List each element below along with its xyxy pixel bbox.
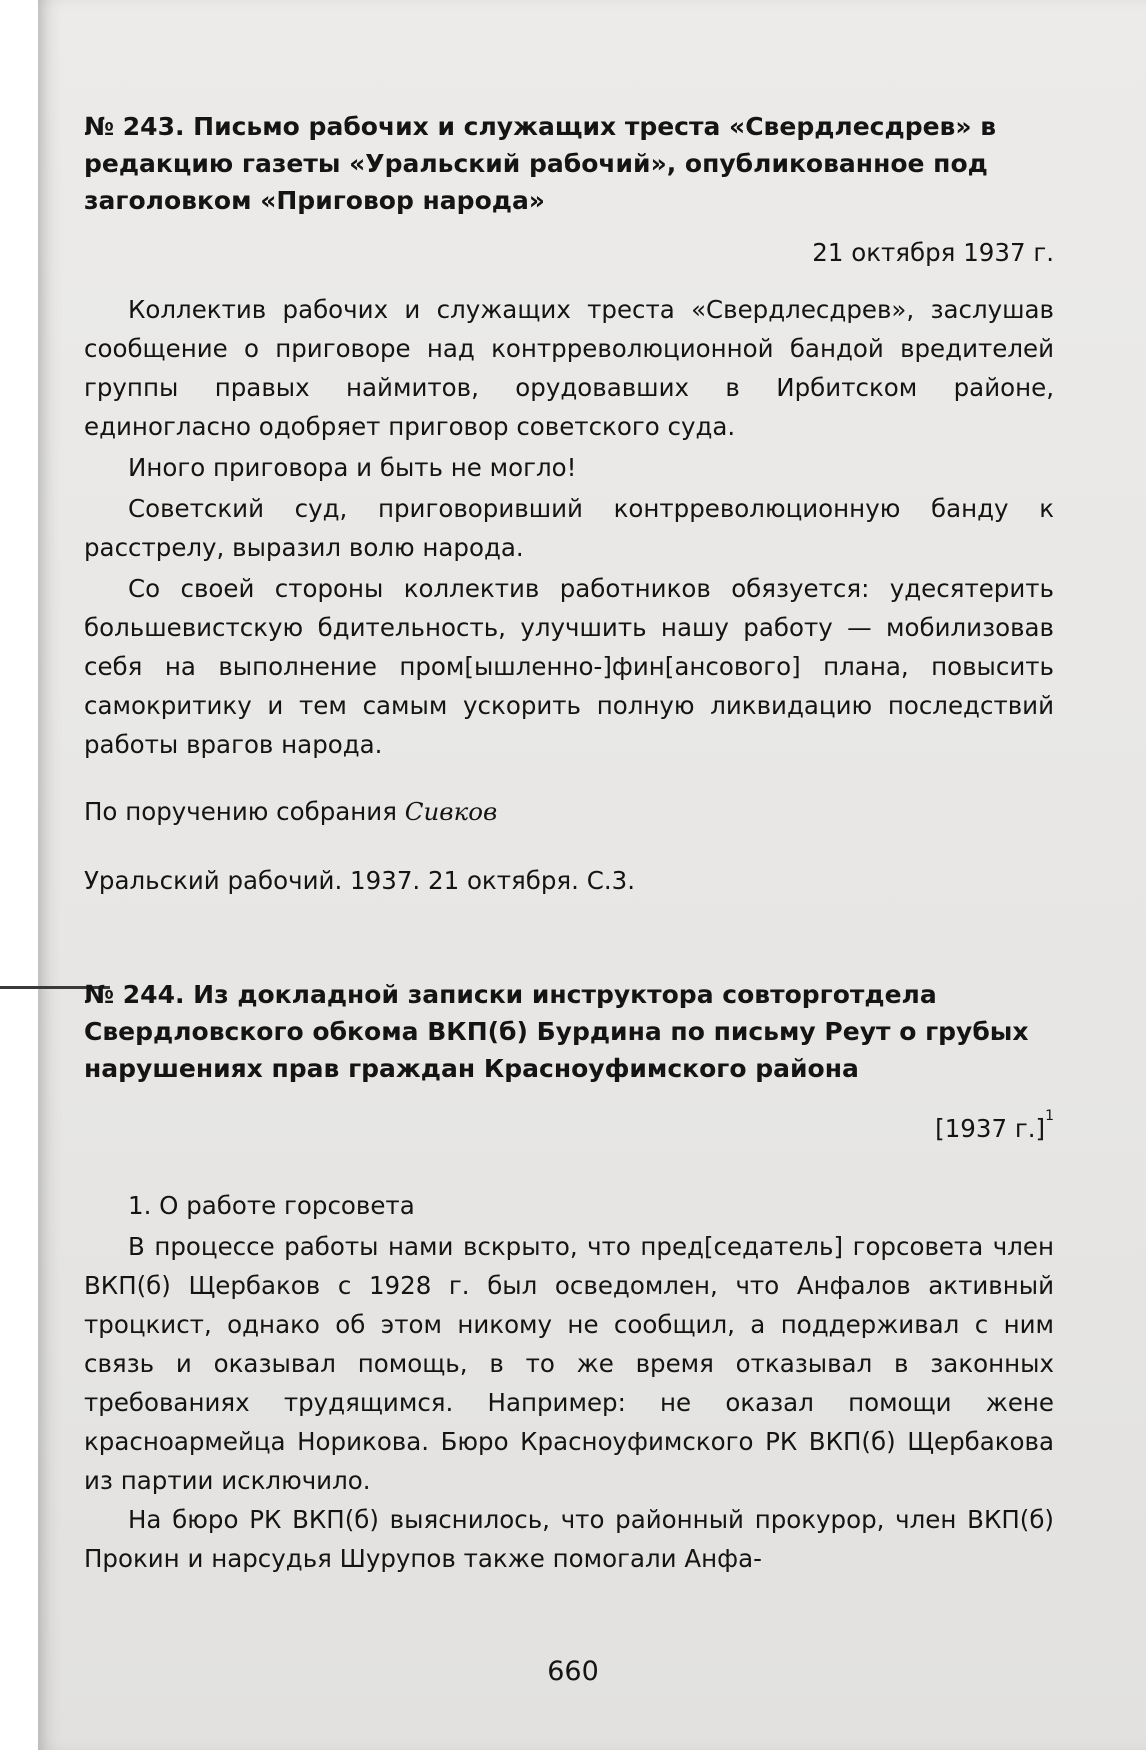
document-244-date-text: [1937 г.] — [935, 1114, 1046, 1143]
document-244 — [84, 976, 1054, 1578]
document-243-body — [84, 290, 1054, 764]
document-244-body — [84, 1227, 1054, 1578]
paragraph: На бюро РК ВКП(б) выяснилось, что районный прокурор, член ВКП(б) Прокин и нарсудья Шурупов также помогали Анфа- — [84, 1505, 1054, 1573]
source-citation: Уральский рабочий. 1937. 21 октября. С.3. — [84, 866, 635, 895]
paragraph: Со своей стороны коллектив работников обязуется: удесятерить большевистскую бдительность, улучшить нашу работу — мобилизовав себя на выполнение пром[ышленно-]фин[ансового] плана, повысить самокритику и тем самым ускорить полную ликвидацию последствий работы врагов народа. — [84, 574, 1054, 759]
page-number: 660 — [547, 1656, 599, 1687]
paragraph: Коллектив рабочих и служащих треста «Свердлесдрев», заслушав сообщение о приговоре над контрреволюционной бандой вредителей группы правых наймитов, орудовавших в Ирбитском районе, единогласно одобряет приговор советского суда. — [84, 295, 1054, 441]
document-243-title: № 243. Письмо рабочих и служащих треста «Свердлесдрев» в редакцию газеты «Уральский рабочий», опубликованное под заголовком «Приговор народа» — [84, 112, 997, 215]
paragraph: В процессе работы нами вскрыто, что пред[седатель] горсовета член ВКП(б) Щербаков с 1928 г. был осведомлен, что Анфалов активный троцкист, однако об этом никому не сообщил, а поддерживал с ним связь и оказывал помощь, в то же время отказывал в законных требованиях трудящимся. Например: не оказал помощи жене красноармейца Норикова. Бюро Красноуфимского РК ВКП(б) Щербакова из партии исключило. — [84, 1232, 1054, 1495]
page-content — [84, 108, 1054, 1578]
signature-prefix: По поручению собрания — [84, 797, 397, 826]
footnote-marker: 1 — [1045, 1108, 1054, 1124]
paragraph: Иного приговора и быть не могло! — [128, 453, 577, 482]
document-243-date: 21 октября 1937 г. — [812, 238, 1054, 267]
document-243 — [84, 108, 1054, 900]
section-heading: 1. О работе горсовета — [128, 1191, 415, 1220]
signature-line — [84, 792, 1054, 831]
document-244-date — [84, 1109, 1054, 1148]
paragraph: Советский суд, приговоривший контрреволюционную банду к расстрелу, выразил волю народа. — [84, 494, 1054, 562]
signature-name: Сивков — [404, 797, 498, 826]
document-244-title: № 244. Из докладной записки инструктора совторготдела Свердловского обкома ВКП(б) Бурдина по письму Реут о грубых нарушениях прав граждан Красноуфимского района — [84, 980, 1029, 1083]
